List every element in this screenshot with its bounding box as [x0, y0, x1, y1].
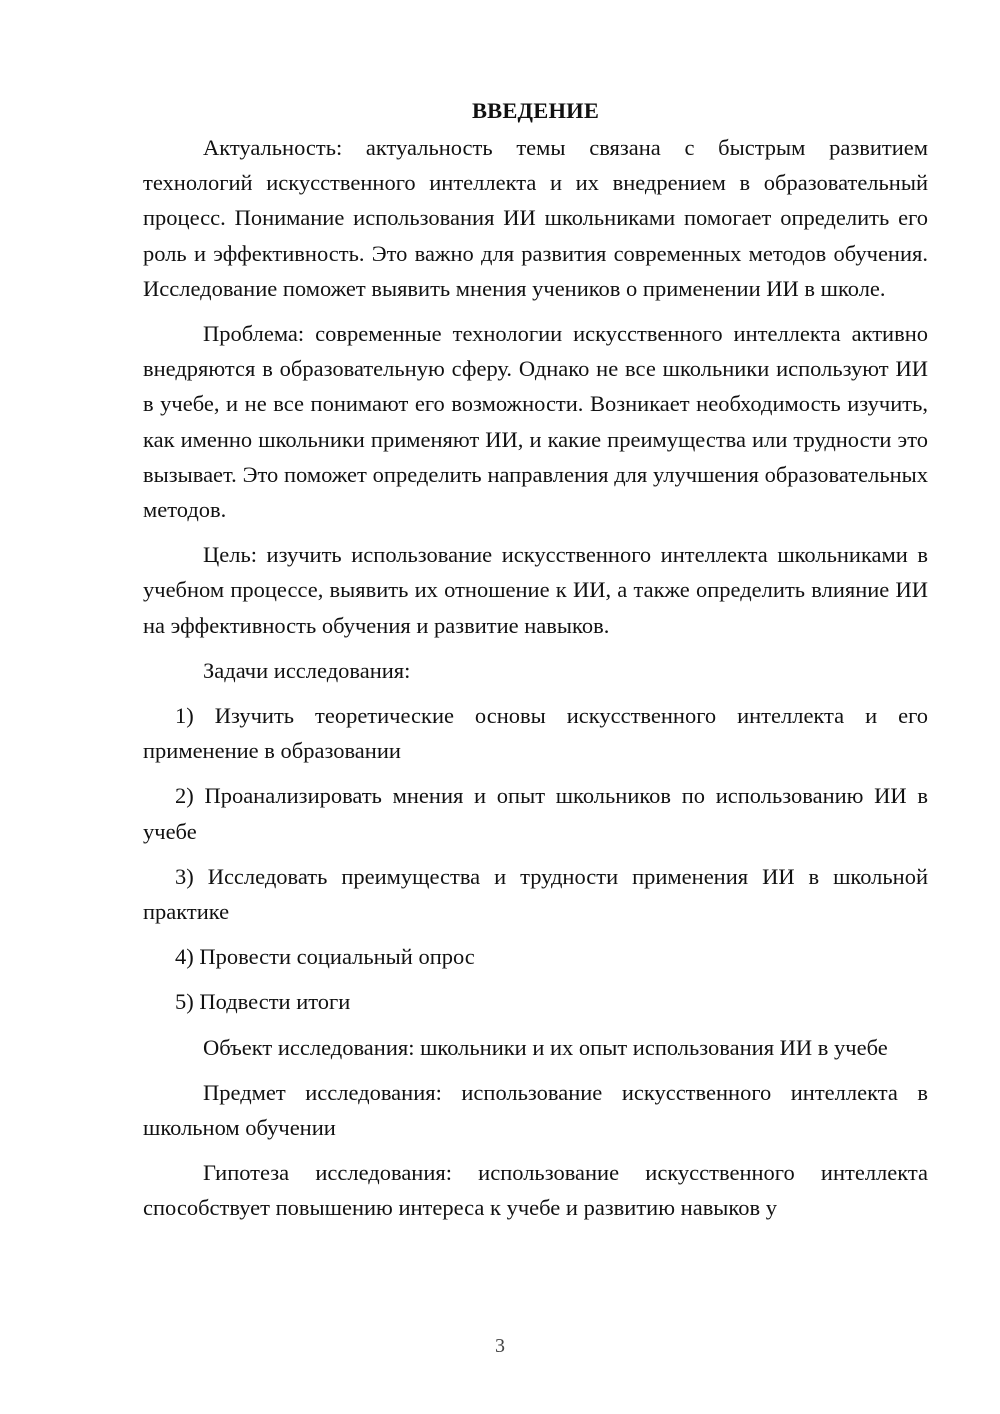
- problem-paragraph: Проблема: современные технологии искусственного интеллекта активно внедряются в образовательную сферу. Однако не все школьники используют ИИ в учебе, и не все понимают его возможности. Возникает необходимость изучить, как именно школьники применяют ИИ, и какие преимущества или трудности это вызывает. Это поможет определить направления для улучшения образовательных методов.: [143, 321, 928, 523]
- hypothesis-paragraph: Гипотеза исследования: использование искусственного интеллекта способствует повышению интереса к учебе и развитию навыков у: [143, 1160, 928, 1221]
- object-paragraph: Объект исследования: школьники и их опыт использования ИИ в учебе: [203, 1034, 888, 1060]
- subject-paragraph: Предмет исследования: использование искусственного интеллекта в школьном обучении: [143, 1079, 928, 1141]
- tasks-heading: Задачи исследования:: [203, 657, 411, 683]
- page-title: ВВЕДЕНИЕ: [471, 98, 600, 123]
- task-item-2: 2) Проанализировать мнения и опыт школьников по использованию ИИ в учебе: [143, 783, 928, 844]
- task-item-1: 1) Изучить теоретические основы искусственного интеллекта и его применение в образовании: [143, 703, 928, 764]
- task-item-3: 3) Исследовать преимущества и трудности применения ИИ в школьной практике: [143, 863, 928, 925]
- page-number: 3: [495, 1335, 505, 1357]
- task-item-4: 4) Провести социальный опрос: [175, 944, 475, 970]
- relevance-paragraph: Актуальность: актуальность темы связана с быстрым развитием технологий искусственного интеллекта и их внедрением в образовательный процесс. Понимание использования ИИ школьниками помогает определить его роль и эффективность. Это важно для развития современных методов обучения. Исследование поможет выявить мнения учеников о применении ИИ в школе.: [143, 135, 928, 301]
- goal-paragraph: Цель: изучить использование искусственного интеллекта школьниками в учебном процессе, выявить их отношение к ИИ, а также определить влияние ИИ на эффективность обучения и развитие навыков.: [143, 542, 928, 638]
- task-item-5: 5) Подвести итоги: [175, 989, 351, 1015]
- page-content: [143, 93, 928, 1236]
